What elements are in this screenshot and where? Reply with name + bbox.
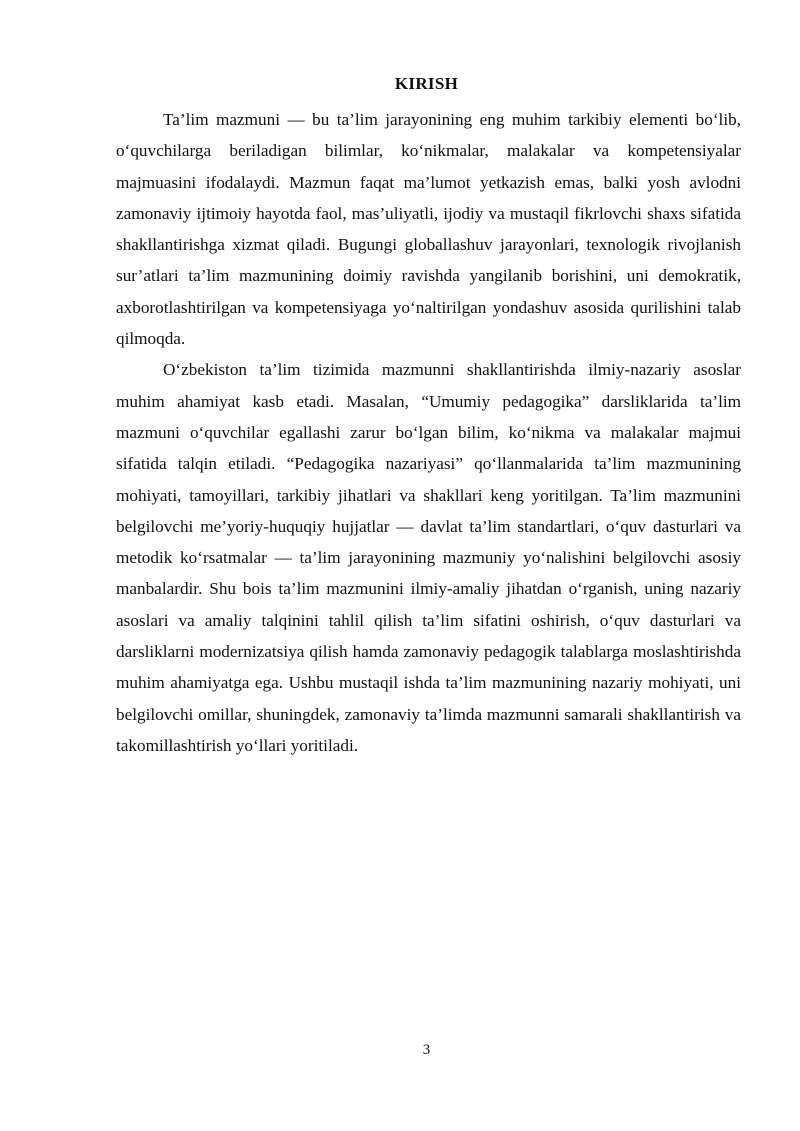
section-title: KIRISH	[394, 74, 459, 93]
paragraph-intro: Ta’lim mazmuni — bu ta’lim jarayonining eng muhim tarkibiy elementi bo‘lib, o‘quvchilarga beriladigan bilimlar, ko‘nikmalar, malakalar va kompetensiyalar majmuasini ifodalaydi. Mazmun faqat ma’lumot yetkazish emas, balki yosh avlodni zamonaviy ijtimoiy hayotda faol, mas’uliyatli, ijodiy va mustaqil fikrlovchi shaxs sifatida shakllantirishga xizmat qiladi. Bugungi globallashuv jarayonlari, texnologik rivojlanish sur’atlari ta’lim mazmunining doimiy ravishda yangilanib borishini, uni demokratik, axborotlashtirilgan va kompetensiyaga yo‘naltirilgan yondashuv asosida qurilishini talab qilmoqda.	[116, 110, 741, 349]
document-body	[116, 104, 741, 761]
paragraph-uzbekistan: O‘zbekiston ta’lim tizimida mazmunni shakllantirishda ilmiy-nazariy asoslar muhim ahamiyat kasb etadi. Masalan, “Umumiy pedagogika” darsliklarida ta’lim mazmuni o‘quvchilar egallashi zarur bo‘lgan bilim, ko‘nikma va malakalar majmui sifatida talqin etiladi. “Pedagogika nazariyasi” qo‘llanmalarida ta’lim mazmunining mohiyati, tamoyillari, tarkibiy jihatlari va shakllari keng yoritilgan. Ta’lim mazmunini belgilovchi me’yoriy-huquqiy hujjatlar — davlat ta’lim standartlari, o‘quv dasturlari va metodik ko‘rsatmalar — ta’lim jarayonining mazmuniy yo‘nalishini belgilovchi asosiy manbalardir. Shu bois ta’lim mazmunini ilmiy-amaliy jihatdan o‘rganish, uning nazariy asoslari va amaliy talqinini tahlil qilish ta’lim sifatini oshirish, o‘quv dasturlari va darsliklarni modernizatsiya qilish hamda zamonaviy pedagogik talablarga moslashtirishda muhim ahamiyatga ega. Ushbu mustaqil ishda ta’lim mazmunining nazariy mohiyati, uni belgilovchi omillar, shuningdek, zamonaviy ta’limda mazmunni samarali shakllantirish va takomillashtirish yo‘llari yoritiladi.	[116, 360, 741, 755]
page-number: 3	[422, 1042, 431, 1058]
